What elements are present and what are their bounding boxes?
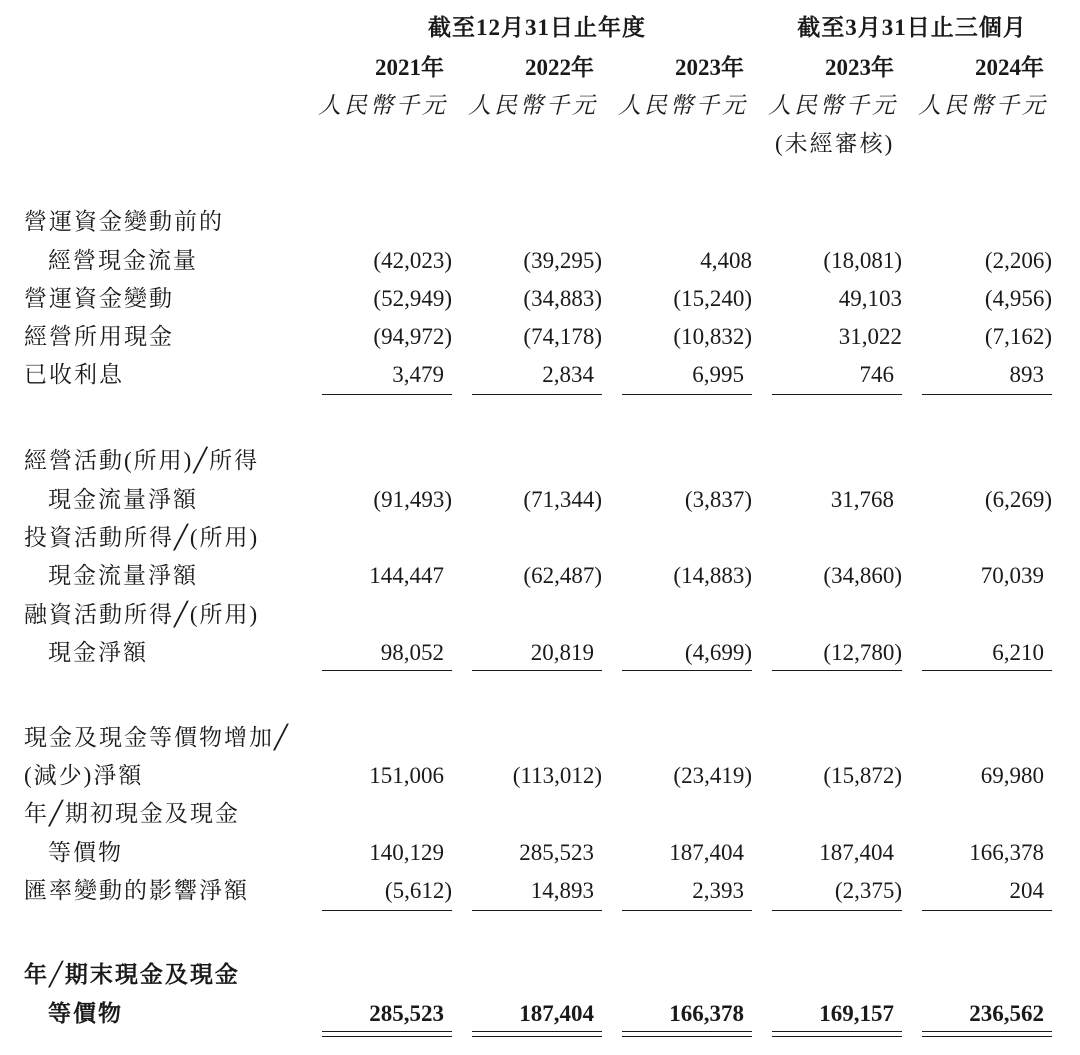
cell-net-change-cash-2021: 151,006: [369, 763, 444, 788]
row-label-op-cf-before-wc-2: 經營現金流量: [48, 248, 198, 273]
cell-cash-used-ops-2023: (10,832): [673, 324, 752, 349]
row-label-opening-cash-2: 等價物: [48, 840, 123, 865]
row-label-interest-received: 已收利息: [24, 362, 124, 387]
header-currency-4: 人民幣千元: [768, 93, 898, 118]
row-label-fx-effect: 匯率變動的影響淨額: [24, 878, 249, 903]
header-currency-2: 人民幣千元: [468, 93, 598, 118]
cell-opening-cash-q2024: 166,378: [969, 840, 1044, 865]
row-label-closing-cash-2: 等價物: [48, 1001, 123, 1026]
cell-cash-used-ops-2022: (74,178): [523, 324, 602, 349]
total-double-rule: [322, 1031, 452, 1037]
cell-net-change-cash-2023: (23,419): [673, 763, 752, 788]
header-currency-3: 人民幣千元: [618, 93, 748, 118]
cell-op-cf-before-wc-2022: (39,295): [523, 248, 602, 273]
row-label-net-op-cf-2: 現金流量淨額: [48, 487, 198, 512]
cell-wc-change-2022: (34,883): [523, 286, 602, 311]
cell-fx-effect-q2023: (2,375): [834, 878, 902, 903]
cell-net-inv-cf-2022: (62,487): [523, 563, 602, 588]
subtotal-rule: [322, 670, 452, 671]
cell-interest-received-2023: 6,995: [692, 362, 744, 387]
subtotal-rule: [322, 394, 452, 395]
cell-net-fin-cf-2022: 20,819: [530, 640, 594, 665]
cell-op-cf-before-wc-q2023: (18,081): [823, 248, 902, 273]
row-label-net-change-cash-1: 現金及現金等價物增加╱: [24, 725, 290, 750]
cell-net-op-cf-q2024: (6,269): [984, 487, 1052, 512]
subtotal-rule: [472, 910, 602, 911]
row-label-opening-cash-1: 年╱期初現金及現金: [24, 801, 240, 826]
cell-opening-cash-2021: 140,129: [369, 840, 444, 865]
subtotal-rule: [922, 394, 1052, 395]
cell-opening-cash-q2023: 187,404: [819, 840, 894, 865]
cell-fx-effect-2021: (5,612): [384, 878, 452, 903]
cell-wc-change-2023: (15,240): [673, 286, 752, 311]
cell-net-fin-cf-2023: (4,699): [684, 640, 752, 665]
subtotal-rule: [322, 910, 452, 911]
cell-net-op-cf-2021: (91,493): [373, 487, 452, 512]
cell-net-change-cash-q2023: (15,872): [823, 763, 902, 788]
cell-wc-change-2021: (52,949): [373, 286, 452, 311]
total-double-rule: [472, 1031, 602, 1037]
row-label-cash-used-ops: 經營所用現金: [24, 324, 174, 349]
total-double-rule: [772, 1031, 902, 1037]
cell-closing-cash-q2023: 169,157: [819, 1001, 894, 1026]
cell-net-op-cf-q2023: 31,768: [830, 487, 894, 512]
row-label-net-fin-cf-1: 融資活動所得╱(所用): [24, 602, 260, 627]
header-currency-5: 人民幣千元: [918, 93, 1048, 118]
header-year-5: 2024年: [975, 55, 1044, 80]
subtotal-rule: [472, 394, 602, 395]
cell-net-change-cash-q2024: 69,980: [980, 763, 1044, 788]
total-double-rule: [622, 1031, 752, 1037]
row-label-wc-change: 營運資金變動: [24, 286, 174, 311]
cell-net-inv-cf-q2024: 70,039: [980, 563, 1044, 588]
cell-net-fin-cf-q2023: (12,780): [823, 640, 902, 665]
subtotal-rule: [922, 670, 1052, 671]
cell-net-inv-cf-2021: 144,447: [369, 563, 444, 588]
cell-closing-cash-2021: 285,523: [369, 1001, 444, 1026]
cell-interest-received-q2023: 746: [859, 362, 894, 387]
row-label-net-change-cash-2: (減少)淨額: [24, 763, 144, 788]
cell-wc-change-q2024: (4,956): [984, 286, 1052, 311]
cell-interest-received-2021: 3,479: [392, 362, 444, 387]
cell-fx-effect-q2024: 204: [1009, 878, 1044, 903]
subtotal-rule: [622, 670, 752, 671]
subtotal-rule: [622, 910, 752, 911]
row-label-op-cf-before-wc-1: 營運資金變動前的: [24, 209, 224, 234]
subtotal-rule: [772, 394, 902, 395]
cell-net-op-cf-2022: (71,344): [523, 487, 602, 512]
subtotal-rule: [772, 910, 902, 911]
header-currency-1: 人民幣千元: [318, 93, 448, 118]
row-label-net-fin-cf-2: 現金淨額: [48, 640, 148, 665]
row-label-net-inv-cf-1: 投資活動所得╱(所用): [24, 525, 260, 550]
subtotal-rule: [922, 910, 1052, 911]
subtotal-rule: [772, 670, 902, 671]
header-year-4: 2023年: [825, 55, 894, 80]
total-double-rule: [922, 1031, 1052, 1037]
cell-net-inv-cf-2023: (14,883): [673, 563, 752, 588]
header-year-3: 2023年: [675, 55, 744, 80]
cell-fx-effect-2023: 2,393: [692, 878, 744, 903]
header-year-2: 2022年: [525, 55, 594, 80]
cell-interest-received-2022: 2,834: [542, 362, 594, 387]
header-group-quarter: 截至3月31日止三個月: [797, 15, 1027, 40]
cell-net-fin-cf-q2024: 6,210: [992, 640, 1044, 665]
cell-op-cf-before-wc-2023: 4,408: [700, 248, 752, 273]
header-unaudited-note: (未經審核): [775, 131, 895, 156]
cell-cash-used-ops-2021: (94,972): [373, 324, 452, 349]
cell-op-cf-before-wc-2021: (42,023): [373, 248, 452, 273]
cell-opening-cash-2022: 285,523: [519, 840, 594, 865]
cell-closing-cash-q2024: 236,562: [969, 1001, 1044, 1026]
cell-net-op-cf-2023: (3,837): [684, 487, 752, 512]
header-group-annual: 截至12月31日止年度: [428, 15, 646, 40]
cell-wc-change-q2023: 49,103: [838, 286, 902, 311]
row-label-net-inv-cf-2: 現金流量淨額: [48, 563, 198, 588]
cell-interest-received-q2024: 893: [1009, 362, 1044, 387]
cell-op-cf-before-wc-q2024: (2,206): [984, 248, 1052, 273]
cell-net-inv-cf-q2023: (34,860): [823, 563, 902, 588]
cell-closing-cash-2022: 187,404: [519, 1001, 594, 1026]
cell-fx-effect-2022: 14,893: [530, 878, 594, 903]
cell-cash-used-ops-q2023: 31,022: [838, 324, 902, 349]
cell-opening-cash-2023: 187,404: [669, 840, 744, 865]
cell-net-fin-cf-2021: 98,052: [380, 640, 444, 665]
cell-cash-used-ops-q2024: (7,162): [984, 324, 1052, 349]
header-year-1: 2021年: [375, 55, 444, 80]
subtotal-rule: [472, 670, 602, 671]
cell-closing-cash-2023: 166,378: [669, 1001, 744, 1026]
row-label-closing-cash-1: 年╱期末現金及現金: [24, 962, 240, 987]
cell-net-change-cash-2022: (113,012): [512, 763, 602, 788]
subtotal-rule: [622, 394, 752, 395]
row-label-net-op-cf-1: 經營活動(所用)╱所得: [24, 448, 260, 473]
